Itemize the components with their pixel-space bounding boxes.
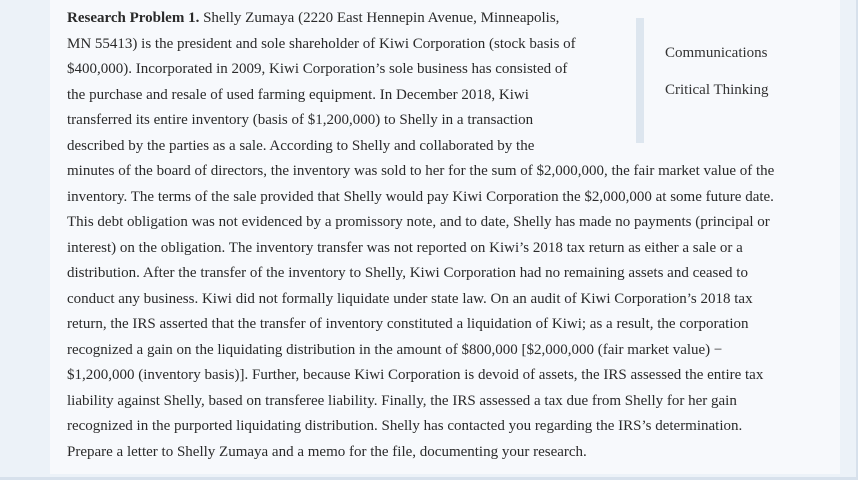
text-line: Prepare a letter to Shelly Zumaya and a memo for the file, documenting your research. [67, 443, 587, 460]
text-line: This debt obligation was not evidenced by a promissory note, and to date, Shelly has made no payments (principal or [67, 214, 770, 230]
skill-communications: Communications [665, 45, 768, 61]
text-line: return, the IRS asserted that the transfer of inventory constituted a liquidation of Kiwi; as a result, the corporation [67, 316, 749, 332]
skill-critical-thinking: Critical Thinking [665, 82, 769, 98]
text-line: the purchase and resale of used farming equipment. In December 2018, Kiwi [67, 86, 529, 103]
text-line [67, 6, 774, 32]
text-line: recognized in the purported liquidating distribution. Shelly has contacted you regarding the IRS’s determination. [67, 418, 743, 434]
text-line: $400,000). Incorporated in 2009, Kiwi Corporation’s sole business has consisted of [67, 61, 568, 77]
text-line: distribution. After the transfer of the inventory to Shelly, Kiwi Corporation had no remaining assets and ceased to [67, 265, 748, 281]
text-line: inventory. The terms of the sale provided that Shelly would pay Kiwi Corporation the $2,000,000 at some future date. [67, 188, 774, 205]
text-line: MN 55413) is the president and sole shareholder of Kiwi Corporation (stock basis of [67, 35, 576, 52]
text-line: conduct any business. Kiwi did not formally liquidate under state law. On an audit of Kiwi Corporation’s 2018 tax [67, 290, 753, 307]
problem-title: Research Problem 1. [67, 10, 200, 26]
text-line: liability against Shelly, based on transferee liability. Finally, the IRS assessed a tax due from Shelly for her gain [67, 392, 737, 409]
research-problem-text [67, 6, 774, 465]
text-line: $1,200,000 (inventory basis)]. Further, because Kiwi Corporation is devoid of assets, the IRS assessed the entire tax [67, 367, 764, 383]
text-line: recognized a gain on the liquidating distribution in the amount of $800,000 [$2,000,000 (fair market value) − [67, 341, 723, 358]
text-line: interest) on the obligation. The inventory transfer was not reported on Kiwi’s 2018 tax return as either a sale or a [67, 239, 743, 256]
text-line: described by the parties as a sale. According to Shelly and collaborated by the [67, 137, 535, 154]
text-line: minutes of the board of directors, the inventory was sold to her for the sum of $2,000,000, the fair market value of the [67, 163, 775, 179]
text-line-content: Shelly Zumaya (2220 East Hennepin Avenue, Minneapolis, [199, 10, 560, 26]
text-line: transferred its entire inventory (basis of $1,200,000) to Shelly in a transaction [67, 112, 534, 128]
